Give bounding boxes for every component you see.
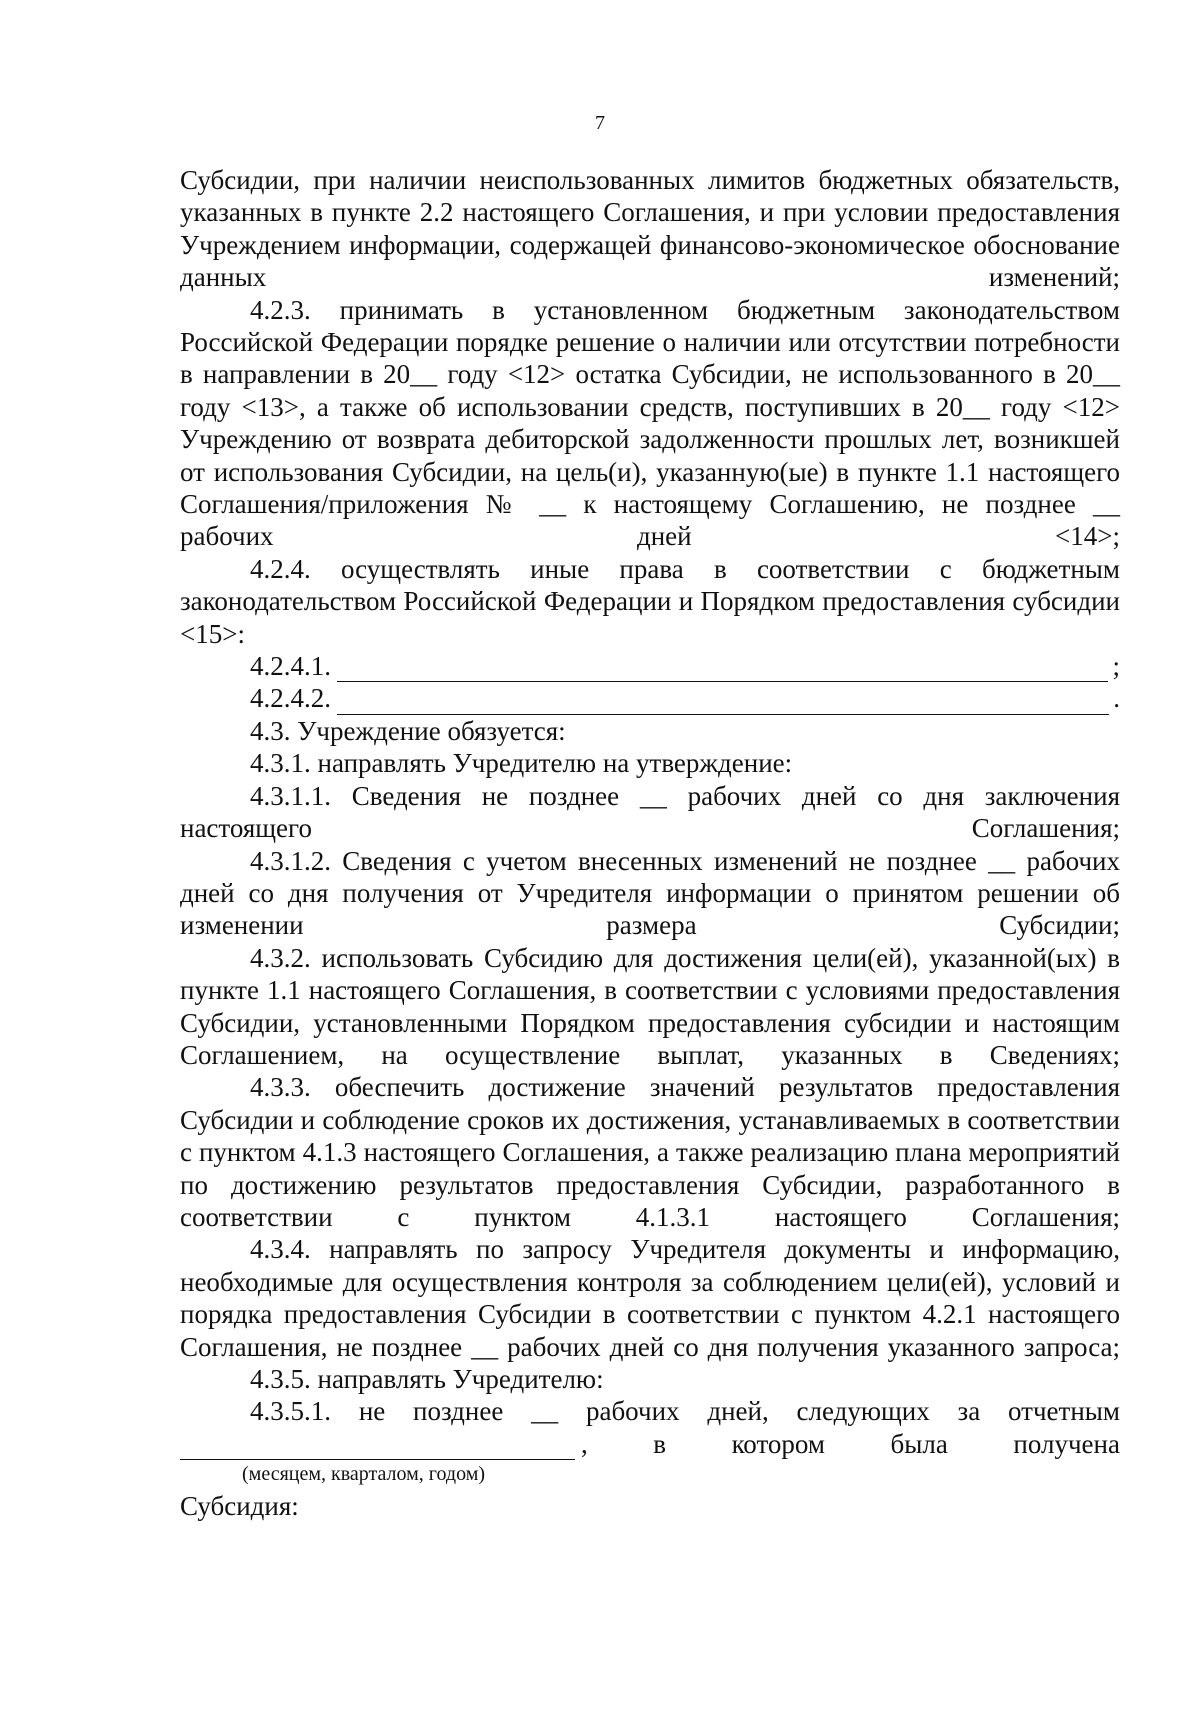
paragraph-4-3-5: 4.3.5. направлять Учредителю: (250, 1364, 604, 1394)
paragraph-4-2-4: 4.2.4. осуществлять иные права в соответствии с бюджетным законодательством Российской Федерации и Порядком предоставления субсидии <15>: (180, 553, 1120, 649)
paragraph-final: Субсидия: (180, 1491, 299, 1522)
blank-item-4-2-4-2 (250, 682, 1120, 714)
blank-item-4-2-4-1 (250, 650, 1120, 682)
paragraph-4-3-3: 4.3.3. обеспечить достижение значений результатов предоставления Субсидии и соблюдение сроков их достижения, устанавливаемых в соответствии с пунктом 4.1.3 настоящего Соглашения, а также реализацию плана мероприятий по достижению результатов предоставления Субсидии, разработанного в соответствии с пунктом 4.1.3.1 настоящего Соглашения; (180, 1072, 1120, 1232)
word: в (653, 1428, 667, 1459)
paragraph-4-3-4: 4.3.4. направлять по запросу Учредителя документы и информацию, необходимые для осуществления контроля за соблюдением цели(ей), условий и порядка предоставления Субсидии в соответствии с пунктом 4.2.1 настоящего Соглашения, не позднее __ рабочих дней со дня получения указанного запроса; (180, 1234, 1120, 1362)
blank-item-end: . (1113, 683, 1120, 714)
document-body (180, 164, 1120, 1523)
blank-item-label: 4.2.4.2. (250, 683, 331, 714)
paragraph-4-3-1-1: 4.3.1.1. Сведения не позднее __ рабочих дней со дня заключения настоящего Соглашения; (180, 780, 1120, 844)
paragraph-4-3-1: 4.3.1. направлять Учредителю на утверждение: (250, 748, 793, 779)
paragraph-4-3: 4.3. Учреждение обязуется: (250, 715, 566, 746)
word: получена (1013, 1428, 1120, 1459)
paragraph: Субсидии, при наличии неиспользованных лимитов бюджетных обязательств, указанных в пункте 2.2 настоящего Соглашения, и при условии предоставления Учреждением информации, содержащей финансово-экономическое обоснование данных изменений; (180, 165, 1120, 293)
page-number: 7 (595, 112, 605, 134)
paragraph-4-3-5-1: 4.3.5.1. не позднее __ рабочих дней, следующих за отчетным (250, 1396, 1120, 1427)
paragraph-4-3-1-2: 4.3.1.2. Сведения с учетом внесенных изменений не позднее __ рабочих дней со дня получения от Учредителя информации о принятом решении об изменении размера Субсидии; (180, 845, 1120, 941)
period-fill-line (180, 1435, 575, 1460)
period-row-words (575, 1428, 1120, 1460)
period-comma: , (581, 1428, 588, 1459)
field-caption: (месяцем, кварталом, годом) (242, 1463, 486, 1486)
paragraph-4-3-2: 4.3.2. использовать Субсидию для достижения цели(ей), указанной(ых) в пункте 1.1 настоящего Соглашения, в соответствии с условиями предоставления Субсидии, установленными Порядком предоставления субсидии и настоящим Соглашением, на осуществление выплат, указанных в Сведениях; (180, 942, 1120, 1070)
word: была (890, 1428, 948, 1459)
fill-in-line (337, 657, 1108, 682)
paragraph-4-2-3: 4.2.3. принимать в установленном бюджетным законодательством Российской Федерации порядке решение о наличии или отсутствии потребности в направлении в 20__ году <12> остатка Субсидии, не использованного в 20__ году <13>, а также об использовании средств, поступивших в 20__ году <12> Учреждению от возврата дебиторской задолженности прошлых лет, возникшей от использования Субсидии, на цель(и), указанную(ые) в пункте 1.1 настоящего Соглашения/приложения № __ к настоящему Соглашению, не позднее __ рабочих дней <14>; (180, 294, 1120, 552)
period-fill-row (180, 1428, 1120, 1460)
blank-item-label: 4.2.4.1. (250, 651, 331, 682)
fill-in-line (337, 690, 1109, 715)
word: котором (731, 1428, 825, 1459)
blank-item-end: ; (1112, 651, 1120, 682)
